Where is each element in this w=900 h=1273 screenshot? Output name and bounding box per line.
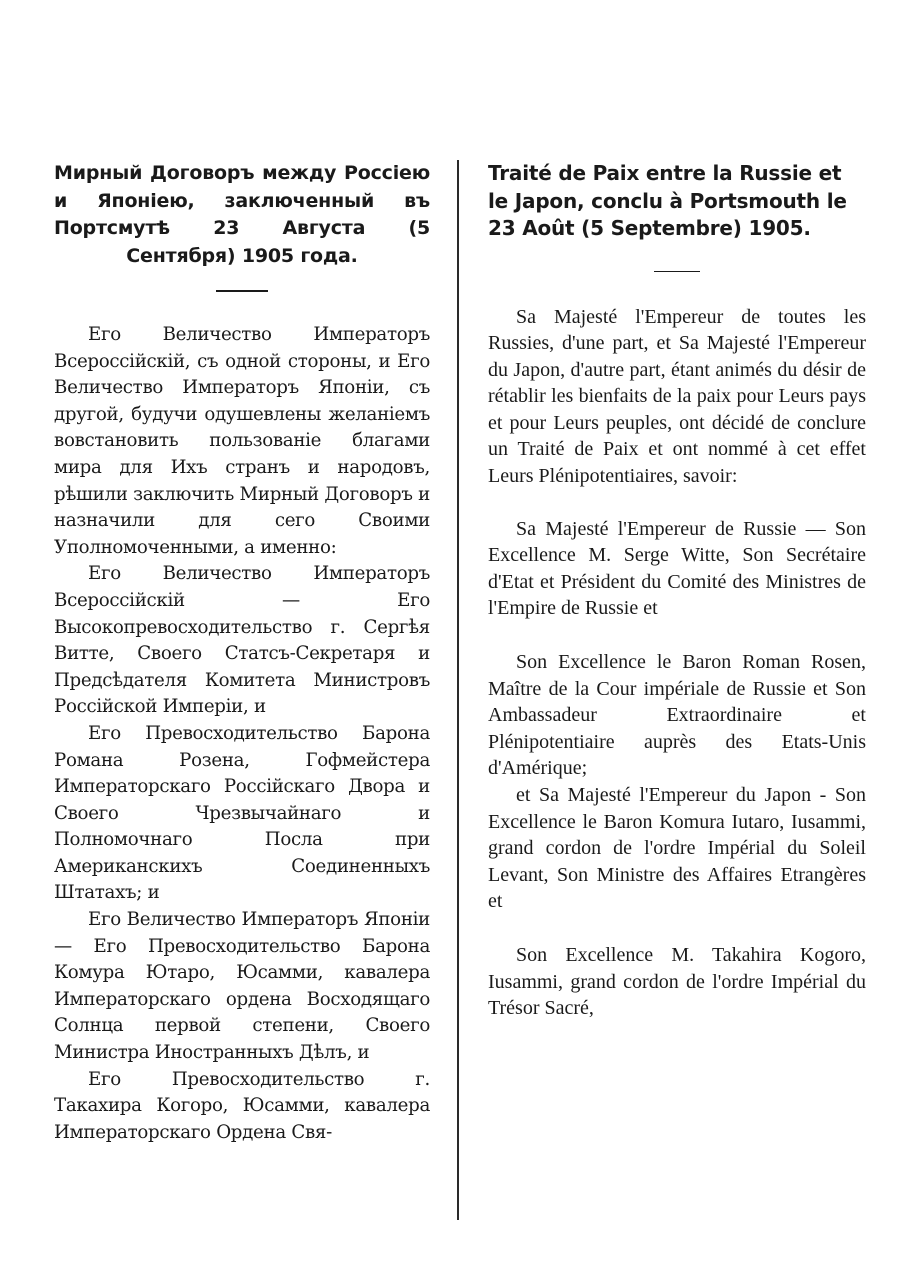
column-divider bbox=[457, 160, 459, 1220]
title-rule bbox=[216, 290, 268, 292]
russian-paragraph: Его Величество Императоръ Японiи — Его Превосходительство Барона Комура Ютаро, Юсамми, кавалера Императорскаго ордена Восходящаго Солнца первой степени, Своего Министра Иностранныхъ Дѣлъ, и bbox=[54, 909, 430, 1064]
russian-paragraph: Его Величество Императоръ Всероссiйскiй — Его Высокопревосходительство г. Сергѣя Витте, Своего Статсъ-Секретаря и Предсѣдателя Комитета Министровъ Россiйской Имперiи, и bbox=[54, 563, 430, 718]
russian-title: Мирный Договоръ между Россiею и Японiею, заключенный въ Портсмутѣ 23 Августа (5 Сентября) 1905 года. bbox=[54, 162, 430, 267]
russian-column bbox=[54, 160, 430, 1146]
spacer bbox=[488, 915, 866, 942]
russian-body bbox=[54, 322, 430, 1146]
russian-paragraph: Его Превосходительство Барона Романа Розена, Гофмейстера Императорскаго Россiйскаго Двора и Своего Чрезвычайнаго и Полномочнаго Посла при Американскихъ Соединенныхъ Штатахъ; и bbox=[54, 722, 430, 904]
russian-paragraph: Его Величество Императоръ Всероссiйскiй, съ одной стороны, и Его Величество Императоръ Японiи, съ другой, будучи одушевлены желанiемъ вовстановить пользованiе благами мира для Ихъ странъ и народовъ, рѣшили заключить Мирный Договоръ и назначили для сего Своими Уполномоченными, а именно: bbox=[54, 324, 430, 558]
spacer bbox=[488, 490, 866, 516]
title-rule bbox=[654, 271, 700, 272]
french-body bbox=[488, 304, 866, 1022]
french-paragraph: Sa Majesté l'Empereur de Russie — Son Excellence M. Serge Witte, Son Secrétaire d'Etat et Président du Comité des Ministres de l'Empire de Russie et bbox=[488, 517, 866, 620]
spacer bbox=[488, 622, 866, 649]
french-paragraph: Son Excellence M. Takahira Kogoro, Iusammi, grand cordon de l'ordre Impérial du Trésor Sacré, bbox=[488, 943, 866, 1020]
french-title: Traité de Paix entre la Russie et le Japon, conclu à Portsmouth le 23 Août (5 Septembre) 1905. bbox=[488, 161, 847, 240]
french-paragraph: Son Excellence le Baron Roman Rosen, Maître de la Cour impériale de Russie et Son Ambassadeur Extraordinaire et Plénipotentiaire auprès des Etats-Unis d'Amérique; bbox=[488, 651, 866, 780]
russian-paragraph: Его Превосходительство г. Такахира Когоро, Юсамми, кавалера Императорскаго Ордена Свя- bbox=[54, 1068, 430, 1143]
french-paragraph: et Sa Majesté l'Empereur du Japon - Son Excellence le Baron Komura Iutaro, Iusammi, grand cordon de l'ordre Impérial du Soleil Levant, Son Ministre des Affaires Etrangères et bbox=[488, 784, 866, 913]
french-paragraph: Sa Majesté l'Empereur de toutes les Russies, d'une part, et Sa Majesté l'Empereur du Japon, d'autre part, étant animés du désir de rétablir les bienfaits de la paix pour Leurs pays et pour Leurs peuples, ont décidé de conclure un Traité de Paix et ont nommé à cet effet Leurs Plénipotentiaires, savoir: bbox=[488, 305, 866, 488]
french-column bbox=[488, 160, 866, 1022]
